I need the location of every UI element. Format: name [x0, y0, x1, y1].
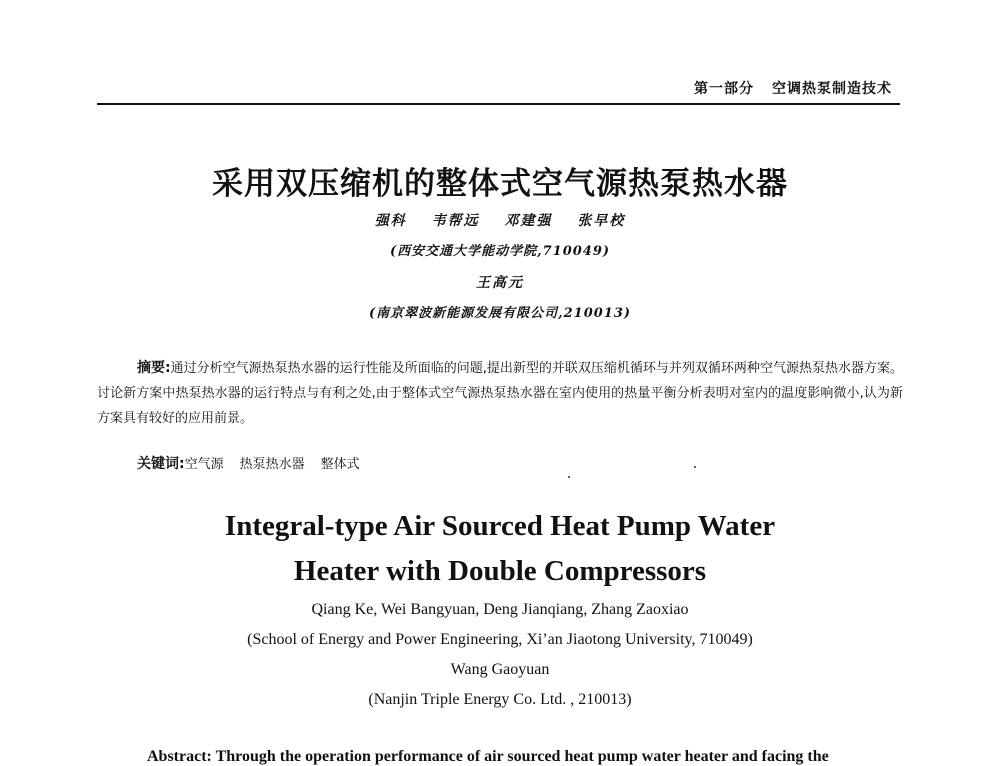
english-title-line-1: Integral-type Air Sourced Heat Pump Water: [224, 510, 776, 542]
running-header: [694, 78, 892, 98]
keyword: 整体式: [320, 457, 360, 472]
english-title-line-2: Heater with Double Compressors: [293, 555, 707, 587]
header-rule: [97, 103, 900, 105]
scan-speck: [568, 476, 570, 478]
header-section: 第一部分: [694, 81, 754, 97]
chinese-authors: [0, 210, 1000, 230]
english-author-2: Wang Gaoyuan: [450, 661, 550, 678]
chinese-author-2: 王高元: [476, 275, 524, 291]
english-authors: Qiang Ke, Wei Bangyuan, Deng Jianqiang, Zhang Zaoxiao: [311, 601, 689, 618]
header-topic: 空调热泵制造技术: [772, 81, 892, 97]
chinese-affiliation-1: (西安交通大学能动学院,710049): [389, 244, 611, 259]
author-name: 张早校: [577, 213, 626, 229]
author-name: 邓建强: [504, 213, 553, 229]
author-name: 韦帮远: [431, 213, 480, 229]
author-name: 强科: [374, 213, 407, 229]
english-affiliation-1: (School of Energy and Power Engineering, Xi’an Jiaotong University, 710049): [247, 631, 753, 648]
chinese-abstract: [97, 356, 903, 431]
abstract-text: 通过分析空气源热泵热水器的运行性能及所面临的问题,提出新型的并联双压缩机循环与并列双循环两种空气源热泵热水器方案。讨论新方案中热泵热水器的运行特点与有利之处,由于整体式空气源热泵热水器在室内使用的热量平衡分析表明对室内的温度影响微小,认为新方案具有较好的应用前景。: [97, 361, 903, 426]
keywords-label: 关键词:: [137, 456, 185, 472]
english-abstract-partial: Abstract: Through the operation performance of air sourced heat pump water heater and facing the: [147, 748, 829, 765]
abstract-label: 摘要:: [137, 360, 171, 376]
chinese-affiliation-2: (南京翠波新能源发展有限公司,210013): [368, 306, 632, 321]
keyword: 空气源: [184, 457, 224, 472]
chinese-title: 采用双压缩机的整体式空气源热泵热水器: [212, 166, 788, 202]
scan-speck: [694, 466, 696, 468]
chinese-keywords: [137, 453, 360, 473]
keyword: 热泵热水器: [239, 457, 305, 472]
english-affiliation-2: (Nanjin Triple Energy Co. Ltd. , 210013): [368, 691, 632, 708]
